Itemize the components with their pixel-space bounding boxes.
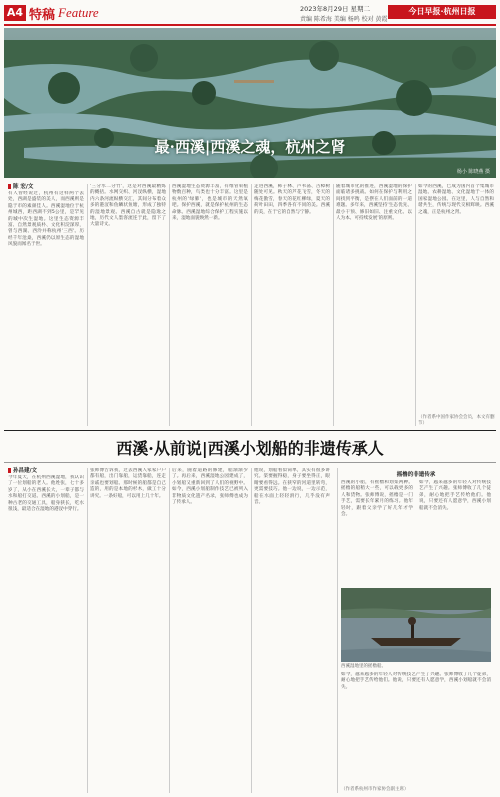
editor-line: 责编 陈希海 美编 杨鸣 校对 黄霞 bbox=[300, 16, 388, 23]
byline-marker-icon bbox=[8, 468, 11, 473]
feature1-author-note: （作者系中国作家协会会员，本文有删节） bbox=[418, 415, 495, 426]
feature1-column-1: 有人曾经说过，杭州有这样两个去处，西湖是盛装的美人，而西溪则是隐于市的素颜佳人。西溪湿地位于杭州城西，距西湖不到5公里，是罕见的城中次生湿地。这里生态资源丰富、自然景观质朴、文化积淀深厚，曾与西湖、西泠并称杭州'三西'。历经千年沧桑，西溪仍以原生态的湿地风貌而闻名于世。 bbox=[8, 191, 84, 248]
newspaper-brand: 今日早报·杭州日报 bbox=[388, 5, 496, 19]
column-divider bbox=[169, 468, 170, 793]
column-divider bbox=[251, 468, 252, 793]
byline-marker-icon bbox=[8, 184, 11, 189]
feature2-author: 孙昌建/文 bbox=[13, 468, 38, 474]
section-title: 特稿 bbox=[29, 8, 56, 23]
feature2-byline bbox=[8, 466, 37, 474]
feature2-column-6: 如今，越来越多的年轻人对传统技艺产生了兴趣。张师傅收了几个徒弟，耐心地把手艺传给他们。他说，只要还有人愿意学，西溪小划船就不会消失。 bbox=[419, 480, 491, 511]
feature1-column-2: '三分水二分竹'，这是对西溪最精炼的概括。水网交织、河汊纵横，湿地内六条河流纵横交汇，其间分布着众多的港汊和鱼鳞状鱼塘，形成了独特的湿地景观。西溪自古就是隐逸之地，历代文人墨客流连于此，留下了大量诗文。 bbox=[90, 184, 166, 228]
feature1-headline: 最·西溪|西溪之魂，杭州之肾 bbox=[154, 138, 346, 156]
boat-photo-illustration bbox=[341, 588, 491, 662]
feature1-column-6: 如今的西溪，已成为国内首个集城市湿地、农耕湿地、文化湿地于一体的国家湿地公园。在这里，人与自然和谐共生，传统与现代交相辉映。西溪之魂，正是杭州之肾。 bbox=[418, 184, 494, 215]
boat-photo-caption: 西溪湿地里的摇橹船。 bbox=[341, 664, 386, 669]
feature1-column-4: 走进西溪，柿子林、芦苇荡、古樟树随处可见。秋天的芦花飞雪，冬天的梅花傲雪，春天的花红柳绿，夏天的荷叶田田，四季各有不同的美。西溪的美，在于它的自然与宁静。 bbox=[254, 184, 330, 215]
column-divider bbox=[251, 184, 252, 426]
feature1-byline bbox=[8, 182, 33, 190]
feature2-author-note: （作者系杭州市作家协会副主席） bbox=[341, 787, 409, 792]
date-line: 2023年8月29日 星期二 bbox=[300, 5, 371, 13]
feature2-column-1: 今年夏天，在杭州西溪湿地，我认识了一位划船的老人。他姓张，七十多岁了，从小在西溪长大，一辈子都与水和船打交道。西溪的小划船，是一种古老的交通工具，船身狭长，吃水很浅，最适合在湿地的港汊中穿行。 bbox=[8, 475, 84, 513]
feature2-column-4: 他说，划船看似简单，其实有很多讲究。桨要握得稳，身子要坐得正，眼睛要看得远。在狭窄的河道里转弯，更需要技巧。他一边说，一边示范，船在水面上轻轻滑行，几乎没有声音。 bbox=[254, 468, 330, 506]
column-divider bbox=[87, 184, 88, 426]
feature1-column-5: 随着城市化的推进，西溪湿地的保护面临诸多挑战。如何在保护与利用之间找到平衡，是摆在人们面前的一道难题。多年来，西溪坚持'生态优先、最小干预、修旧如旧、注重文化、以人为本、可持续发展'的原则。 bbox=[336, 184, 412, 222]
feature1-author: 陈 宏/文 bbox=[13, 184, 34, 190]
feature2-subhead: 摇橹的非遗传承 bbox=[396, 472, 436, 478]
wetland-aerial-photo bbox=[4, 28, 496, 178]
column-divider bbox=[337, 468, 338, 793]
boat-photo bbox=[341, 588, 491, 662]
feature2-top-rule bbox=[4, 430, 496, 431]
feature2-headline-area bbox=[4, 432, 496, 462]
feature2-bottom-rule bbox=[4, 462, 496, 463]
feature1-column-3: 西溪湿地生态资源丰富，有维管束植物数百种，鸟类也十分丰富。这里是杭州的'绿肺'，也是城市的天然氧吧。保护西溪，就是保护杭州的生态命脉。西溪湿地综合保护工程实施以来，湿地面貌焕然一新。 bbox=[172, 184, 248, 222]
column-divider bbox=[333, 184, 334, 426]
feature2-column-3: 后来，随着道路的修建，船渐渐少了。再后来，西溪湿地公园建成了，小划船又重新回到了人们的视野中。如今，西溪小划船制作技艺已被列入非物质文化遗产名录，张师傅也成为了传承人。 bbox=[172, 468, 248, 506]
section-badge: A4 bbox=[4, 5, 26, 21]
feature2-column-7: 如今，越来越多的年轻人对传统技艺产生了兴趣。张师傅收了几个徒弟，耐心地把手艺传给他们。他说，只要还有人愿意学，西溪小划船就不会消失。 bbox=[341, 672, 491, 690]
feature2-headline: 西溪·从前说|西溪小划船的非遗传承人 bbox=[116, 439, 384, 458]
photo-credit: 杨小 陈晓燕 摄 bbox=[456, 169, 490, 175]
header-rule bbox=[4, 24, 496, 26]
section-feature-label: Feature bbox=[58, 5, 99, 20]
column-divider bbox=[169, 184, 170, 426]
feature2-column-2: 张师傅告诉我，过去西溪人家家户户都有船，出门靠船，运货靠船，连走亲戚也要划船。那时候的船都是自己造的，用的是本地的杉木，做工十分讲究。一条好船，可以用上几十年。 bbox=[90, 468, 166, 499]
column-divider bbox=[415, 184, 416, 426]
feature2-column-5: 西溪的小船，有摇橹和划桨两种。摇橹的船稍大一些，可以载更多的人和货物。张师傅说，摇橹是一门手艺，需要长年累月的练习。他年轻时，跟着父亲学了好几年才学会。 bbox=[341, 480, 413, 518]
column-divider bbox=[87, 468, 88, 793]
